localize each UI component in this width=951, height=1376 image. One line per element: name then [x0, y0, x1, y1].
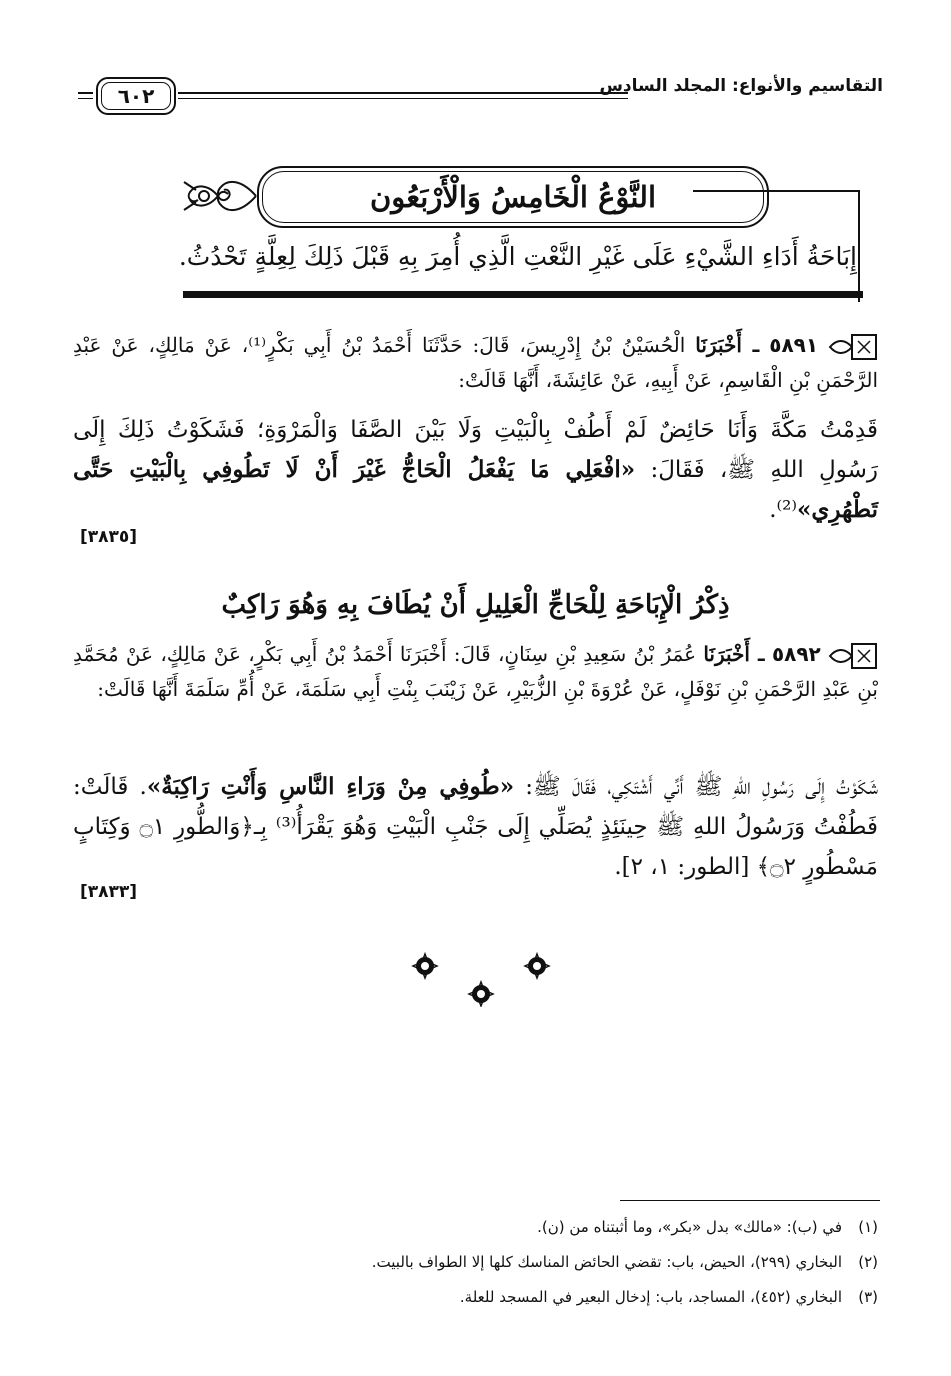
footnote-1: (١)في (ب): «مالك» بدل «بكر»، وما أثبتناه من (ن). [537, 1218, 878, 1236]
chapter-rule-bottom [183, 291, 863, 298]
hadith-lead: أَخْبَرَنَا [695, 333, 742, 357]
hadith-number: ٥٨٩٢ [771, 642, 821, 666]
header-title: التقاسيم والأنواع: المجلد السادس [599, 76, 883, 96]
running-header [78, 72, 883, 112]
hadith-isnad: عُمَرُ بْنُ سَعِيدِ بْنِ سِنَانٍ، قَالَ: أَخْبَرَنَا أَحْمَدُ بْنُ أَبِي بَكْرٍ، عَنْ مَالِكٍ، عَنْ مُحَمَّدِ بْنِ عَبْدِ الرَّحْمَنِ بْنِ نَوْفَلٍ، عَنْ عُرْوَةَ بْنِ الزُّبَيْرِ، عَنْ زَيْنَبَ بِنْتِ أَبِي سَلَمَةَ، عَنْ أُمِّ سَلَمَةَ أَنَّهَا قَالَتْ: [73, 642, 878, 701]
footnote-rule [620, 1200, 880, 1201]
hadith-lead: أَخْبَرَنَا [703, 642, 750, 666]
header-rule-right [178, 92, 628, 99]
hadith-5892-matn [73, 767, 878, 887]
matn-text-2: . قَالَتْ: فَطُفْتُ وَرَسُولُ اللهِ ﷺ حِينَئِذٍ يُصَلِّي إِلَى جَنْبِ الْبَيْتِ وَهُوَ يَقْرَأُ⁽³⁾ بِـ﴿وَالطُّورِ ۝١ وَكِتَابٍ مَسْطُورٍ ۝٢﴾ [الطور: ١، ٢]. [73, 774, 879, 880]
page-number: ٦٠٢ [96, 77, 176, 115]
chapter-subtitle: إِبَاحَةُ أَدَاءِ الشَّيْءِ عَلَى غَيْرِ النَّعْتِ الَّذِي أُمِرَ بِهِ قَبْلَ ذَلِكَ لِعِلَّةٍ تَحْدُثُ. [178, 242, 857, 271]
chapter-title: النَّوْعُ الْخَامِسُ وَالْأَرْبَعُون [369, 180, 657, 214]
hadith-5891-ref: [٣٨٣٥] [80, 527, 138, 547]
chapter-rule-top [693, 190, 860, 192]
hadith-marker-icon [828, 641, 878, 671]
section-title: ذِكْرُ الْإِبَاحَةِ لِلْحَاجِّ الْعَلِيلِ أَنْ يُطَافَ بِهِ وَهُوَ رَاكِبٌ [221, 590, 730, 620]
matn-text: شَكَوْتُ إِلَى رَسُولِ اللهِ ﷺ أَنِّي أَشْتَكِي، فَقَالَ ﷺ: [514, 774, 878, 800]
header-rule-left [78, 92, 93, 99]
ornament-icon [182, 170, 258, 222]
hadith-number: ٥٨٩١ [769, 333, 819, 357]
ornament-stars-icon [395, 952, 575, 1007]
chapter-heading [72, 160, 862, 310]
chapter-title-box [257, 166, 769, 228]
footnote-3: (٣)البخاري (٤٥٢)، المساجد، باب: إدخال البعير في المسجد للعلة. [459, 1288, 878, 1306]
hadith-5892-isnad: ٥٨٩٢ ـ أَخْبَرَنَا عُمَرُ بْنُ سَعِيدِ بْنِ سِنَانٍ، قَالَ: أَخْبَرَنَا أَحْمَدُ بْنُ أَبِي بَكْرٍ، عَنْ مَالِكٍ، عَنْ مُحَمَّدِ بْنِ عَبْدِ الرَّحْمَنِ بْنِ نَوْفَلٍ، عَنْ عُرْوَةَ بْنِ الزُّبَيْرِ، عَنْ زَيْنَبَ بِنْتِ أَبِي سَلَمَةَ، عَنْ أُمِّ سَلَمَةَ أَنَّهَا قَالَتْ: [73, 642, 878, 701]
matn-prophetic-text: «طُوفِي مِنْ وَرَاءِ النَّاسِ وَأَنْتِ رَاكِبَةٌ» [146, 773, 515, 800]
hadith-marker-icon [828, 332, 878, 362]
footnote-2: (٢)البخاري (٢٩٩)، الحيض، باب: تقضي الحائض المناسك كلها إلا الطواف بالبيت. [371, 1253, 878, 1271]
hadith-5892-ref: [٣٨٣٣] [80, 882, 138, 902]
matn-text: قَدِمْتُ مَكَّةَ وَأَنَا حَائِضٌ لَمْ أَطُفْ بِالْبَيْتِ وَلَا بَيْنَ الصَّفَا وَالْمَرْوَةِ؛ فَشَكَوْتُ ذَلِكَ إِلَى رَسُولِ اللهِ ﷺ، فَقَالَ: [73, 417, 878, 483]
hadith-isnad: الْحُسَيْنُ بْنُ إِدْرِيسَ، قَالَ: حَدَّثَنَا أَحْمَدُ بْنُ أَبِي بَكْرٍ⁽¹⁾، عَنْ مَالِكٍ، عَنْ عَبْدِ الرَّحْمَنِ بْنِ الْقَاسِمِ، عَنْ أَبِيهِ، عَنْ عَائِشَةَ، أَنَّهَا قَالَتْ: [73, 333, 878, 392]
hadith-5891-isnad: ٥٨٩١ ـ أَخْبَرَنَا الْحُسَيْنُ بْنُ إِدْرِيسَ، قَالَ: حَدَّثَنَا أَحْمَدُ بْنُ أَبِي بَكْرٍ⁽¹⁾، عَنْ مَالِكٍ، عَنْ عَبْدِ الرَّحْمَنِ بْنِ الْقَاسِمِ، عَنْ أَبِيهِ، عَنْ عَائِشَةَ، أَنَّهَا قَالَتْ: [73, 333, 878, 392]
hadith-5891-matn [73, 410, 878, 530]
matn-end: ⁽²⁾. [769, 497, 798, 523]
matn-prophetic-text: «افْعَلِي مَا يَفْعَلُ الْحَاجُّ غَيْرَ أَنْ لَا تَطُوفِي بِالْبَيْتِ حَتَّى تَطْهُرِي» [73, 456, 878, 523]
chapter-rule-vertical [858, 190, 860, 302]
